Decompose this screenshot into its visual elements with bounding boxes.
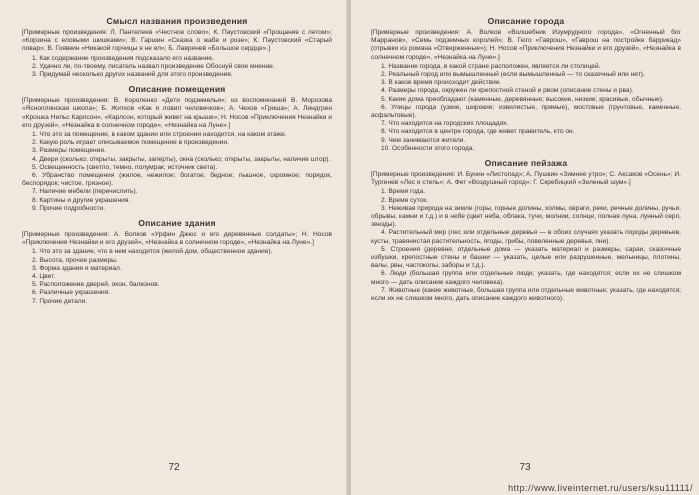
section-intro: [Примерные произведения: Л. Пантелеев «Честное слово»; К. Паустовский «Прощание с летом»; «Корзина с еловыми шишками»; В. Гаршин «Сказка о жабе и розе»; К. Паустовский «Старый повар»; В. Гоявкин «Никакой горчицы я не ел»; Б. Лавренев «Большое сердце».] bbox=[22, 29, 332, 53]
section-intro: [Примерные произведения: А. Волков «Волшебник Изумрудного города», «Огненный бог Марранов», «Семь подземных королей»; В. Гюго «Гаврош», «Гаврош на постройке баррикад» (отрывки из романа «Отверженные»); Н. Носов «Приключения Незнайки и его друзей», «Незнайка в солнечном городе», «Незнайка на Луне».] bbox=[371, 29, 681, 61]
list-item: 6. Люди (большая группа или отдельные люди; указать, где находятся; если их не слишком много — дать описание каждого человека). bbox=[371, 270, 681, 286]
left-page bbox=[0, 0, 348, 495]
section-heading: Описание здания bbox=[138, 218, 216, 229]
list-item: 3. В какое время происходит действие. bbox=[381, 79, 502, 87]
section-intro: [Примерные произведения: И. Бунин «Листопад»; А. Пушкин «Зимнее утро»; С. Аксаков «Осень»; И. Тургенев «Лес и степь»; А. Фет «Воздушный город»; Г. Скребицкий «Зеленый шум».] bbox=[371, 171, 681, 187]
section-landscape-description bbox=[371, 158, 681, 303]
list-item: 1. Что это за помещение, в каком здании или строении находится, на каком этаже. bbox=[32, 131, 287, 139]
list-item: 3. Размеры помещения. bbox=[32, 147, 106, 155]
list-item: 7. Животные (какие животные, большая группа или отдельные животные; указать, где находятся; если их не слишком много, дать описание каждого животного). bbox=[371, 286, 681, 303]
list-item: 3. Неживая природа на земле (горы, горные долины, холмы, овраги, реки, речные долины, ручьи, обрывы, камни и т.д.) и в небе (цвет неба, облака, тучи, молнии, солнце, полная луна, лунный серп, звезды). bbox=[371, 204, 681, 229]
page-number-right: 73 bbox=[519, 462, 531, 473]
page-number-left: 72 bbox=[168, 462, 180, 473]
list-item: 1. Название города, в какой стране расположен, является ли столицей. bbox=[381, 62, 601, 70]
watermark-url: http://www.liveinternet.ru/users/ksu11111/ bbox=[508, 483, 693, 493]
list-item: 10. Особенности этого города. bbox=[381, 144, 475, 152]
list-item: 7. Прочие детали. bbox=[32, 297, 88, 305]
section-heading: Описание города bbox=[487, 16, 565, 26]
list-item: 4. Размеры города, окружен ли крепостной стеной и рвом (описание стены и рва). bbox=[381, 87, 634, 95]
list-item: 9. Прочие подробности. bbox=[32, 204, 106, 212]
section-intro: [Примерные произведения: А. Волков «Урфин Джюс и его деревянные солдаты»; Н. Носов «Приключения Незнайки и его друзей», «Незнайка в солнечном городе», «Незнайка на Луне».] bbox=[22, 231, 332, 247]
list-item: 5. Освещенность (светло, темно, полумрак; источник света). bbox=[32, 163, 218, 171]
list-item: 5. Какие дома преобладают (каменные, деревянные; высокие, низкие; красивые, обычные). bbox=[381, 95, 664, 103]
section-heading: Описание помещения bbox=[128, 84, 226, 95]
list-item: 5. Расположение дверей, окон, балконов. bbox=[32, 281, 160, 289]
section-heading: Описание пейзажа bbox=[484, 158, 568, 169]
list-item: 1. Как содержание произведения подсказало его название. bbox=[32, 54, 214, 62]
list-item: 6. Убранство помещения (жилое, нежилое; богатое, бедное; пышное, скромное; порядок, беспорядок; чистое, грязное). bbox=[22, 172, 332, 188]
list-item: 4. Растительный мир (лес или отдельные деревья — в обоих случаях указать породы деревьев, кусты, травянистая растительность, ягоды, грибы, повеленные деревья, пни). bbox=[371, 229, 681, 245]
list-item: 2. Время суток. bbox=[381, 196, 428, 204]
right-page bbox=[351, 0, 699, 495]
list-item: 2. Удачно ли, по-твоему, писатель назвал произведение Обоснуй свое мнение. bbox=[32, 62, 275, 70]
section-title-meaning bbox=[22, 16, 332, 79]
list-item: 6. Различные украшения. bbox=[32, 289, 111, 297]
list-item: 1. Время года. bbox=[381, 188, 426, 196]
list-item: 8. Что находится в центре города, где живет правитель, кто он. bbox=[381, 128, 575, 136]
list-item: 3. Форма здания и материал. bbox=[32, 264, 122, 272]
section-intro: [Примерные произведения: В. Короленко «Дети подземелья»; из воспоминаний В. Морозова «Ясноплянская школа»; Б. Житков «Как я ловил человечков»; А. Чехов «Гриша»; А. Линдгрен «Крошка Нильс Карлсон», «Карлсон, который живет на крыше»; Н. Носов «Приключения Незнайки и его друзей», «Незнайка в солнечном городе», «Незнайка на Луне».] bbox=[22, 97, 332, 129]
section-building-description bbox=[22, 218, 332, 306]
list-item: 7. Что находится на городских площадях. bbox=[381, 120, 509, 128]
list-item: 5. Строения (деревня, отдельные дома — указать материал и размеры, сараи, сказочные избушки, крепостные стены и башни — указать, целые или разрушенные, мельницы, плотины, валы, рвы, частоколы, заборы и т.д.). bbox=[371, 245, 681, 270]
list-item: 2. Какую роль играет описываемое помещение в произведении. bbox=[32, 139, 229, 147]
list-item: 3. Придумай несколько других названий для этого произведения. bbox=[32, 71, 233, 79]
list-item: 2. Высота, прочие размеры. bbox=[32, 256, 118, 264]
list-item: 4. Цвет. bbox=[32, 273, 56, 281]
list-item: 9. Чем занимаются жители. bbox=[381, 136, 466, 144]
list-item: 4. Двери (сколько; открыты, закрыты, заперты), окна (сколько; открыты, закрыты, наличие штор). bbox=[32, 155, 331, 163]
section-city-description bbox=[371, 16, 681, 153]
list-item: 2. Реальный город или вымышленный (если вымышленный — то сказочный или нет). bbox=[381, 71, 645, 79]
list-item: 7. Наличие мебели (перечислить). bbox=[32, 188, 138, 196]
list-item: 6. Улицы города (узкие, широкие; извилистые, прямые), мостовые (грунтовые, каменные, асфальтовые). bbox=[371, 103, 681, 120]
list-item: 1. Что это за здание, что в нем находится (жилой дом, общественное здание). bbox=[32, 248, 273, 256]
list-item: 8. Картины и другие украшения. bbox=[32, 196, 131, 204]
section-heading: Смысл названия произведения bbox=[106, 16, 248, 26]
section-room-description bbox=[22, 84, 332, 213]
